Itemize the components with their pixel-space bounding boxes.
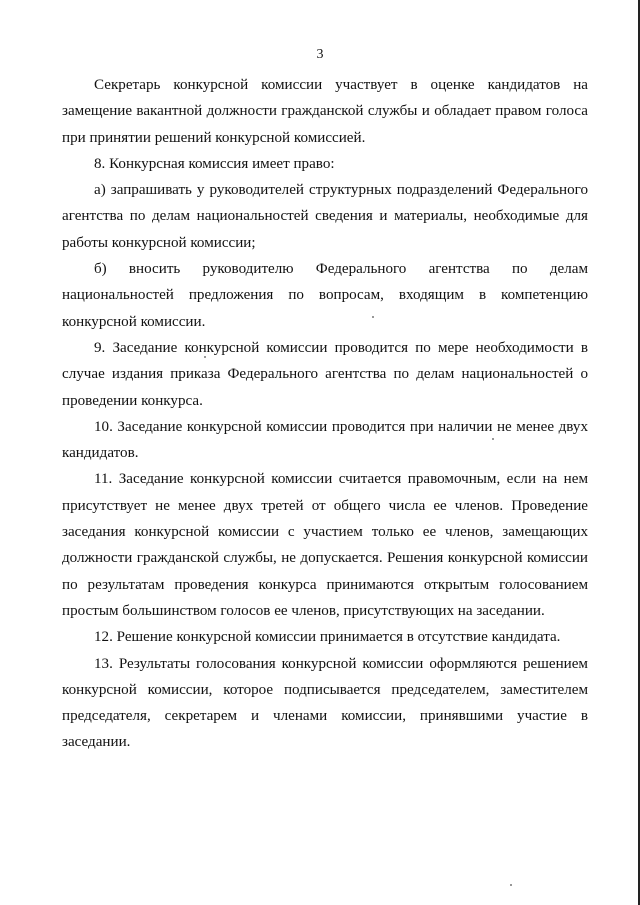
paragraph-8b: б) вносить руководителю Федерального агентства по делам национальностей предложения по вопросам, входящим в компетенцию конкурсной комиссии. xyxy=(62,261,588,330)
document-body xyxy=(62,72,588,756)
paragraph-10: 10. Заседание конкурсной комиссии проводится при наличии не менее двух кандидатов. xyxy=(62,418,588,462)
page-number: 3 xyxy=(316,47,324,62)
paragraph-9: 9. Заседание конкурсной комиссии проводится по мере необходимости в случае издания приказа Федерального агентства по делам национальностей о проведении конкурса. xyxy=(62,339,588,409)
paragraph-secretary: Секретарь конкурсной комиссии участвует в оценке кандидатов на замещение вакантной должности гражданской службы и обладает правом голоса при принятии решений конкурсной комиссией. xyxy=(62,77,588,146)
paragraph-8a: а) запрашивать у руководителей структурных подразделений Федерального агентства по делам национальностей сведения и материалы, необходимые для работы конкурсной комиссии; xyxy=(62,182,588,251)
paragraph-13: 13. Результаты голосования конкурсной комиссии оформляются решением конкурсной комиссии, которое подписывается председателем, заместителем председателя, секретарем и членами комиссии, принявшими участие в заседании. xyxy=(62,655,588,751)
scan-speck xyxy=(204,356,206,358)
paragraph-8: 8. Конкурсная комиссия имеет право: xyxy=(94,155,335,172)
scan-speck xyxy=(510,884,512,886)
paragraph-12: 12. Решение конкурсной комиссии принимается в отсутствие кандидата. xyxy=(94,629,561,646)
scan-speck xyxy=(372,316,374,318)
paragraph-11: 11. Заседание конкурсной комиссии считается правомочным, если на нем присутствует не менее двух третей от общего числа ее членов. Проведение заседания конкурсной комиссии с участием только ее членов, замещающих должности гражданской службы, не допускается. Решения конкурсной комиссии по результатам проведения конкурса принимаются открытым голосованием простым большинством голосов ее членов, присутствующих на заседании. xyxy=(62,471,588,619)
scan-speck xyxy=(492,438,494,440)
